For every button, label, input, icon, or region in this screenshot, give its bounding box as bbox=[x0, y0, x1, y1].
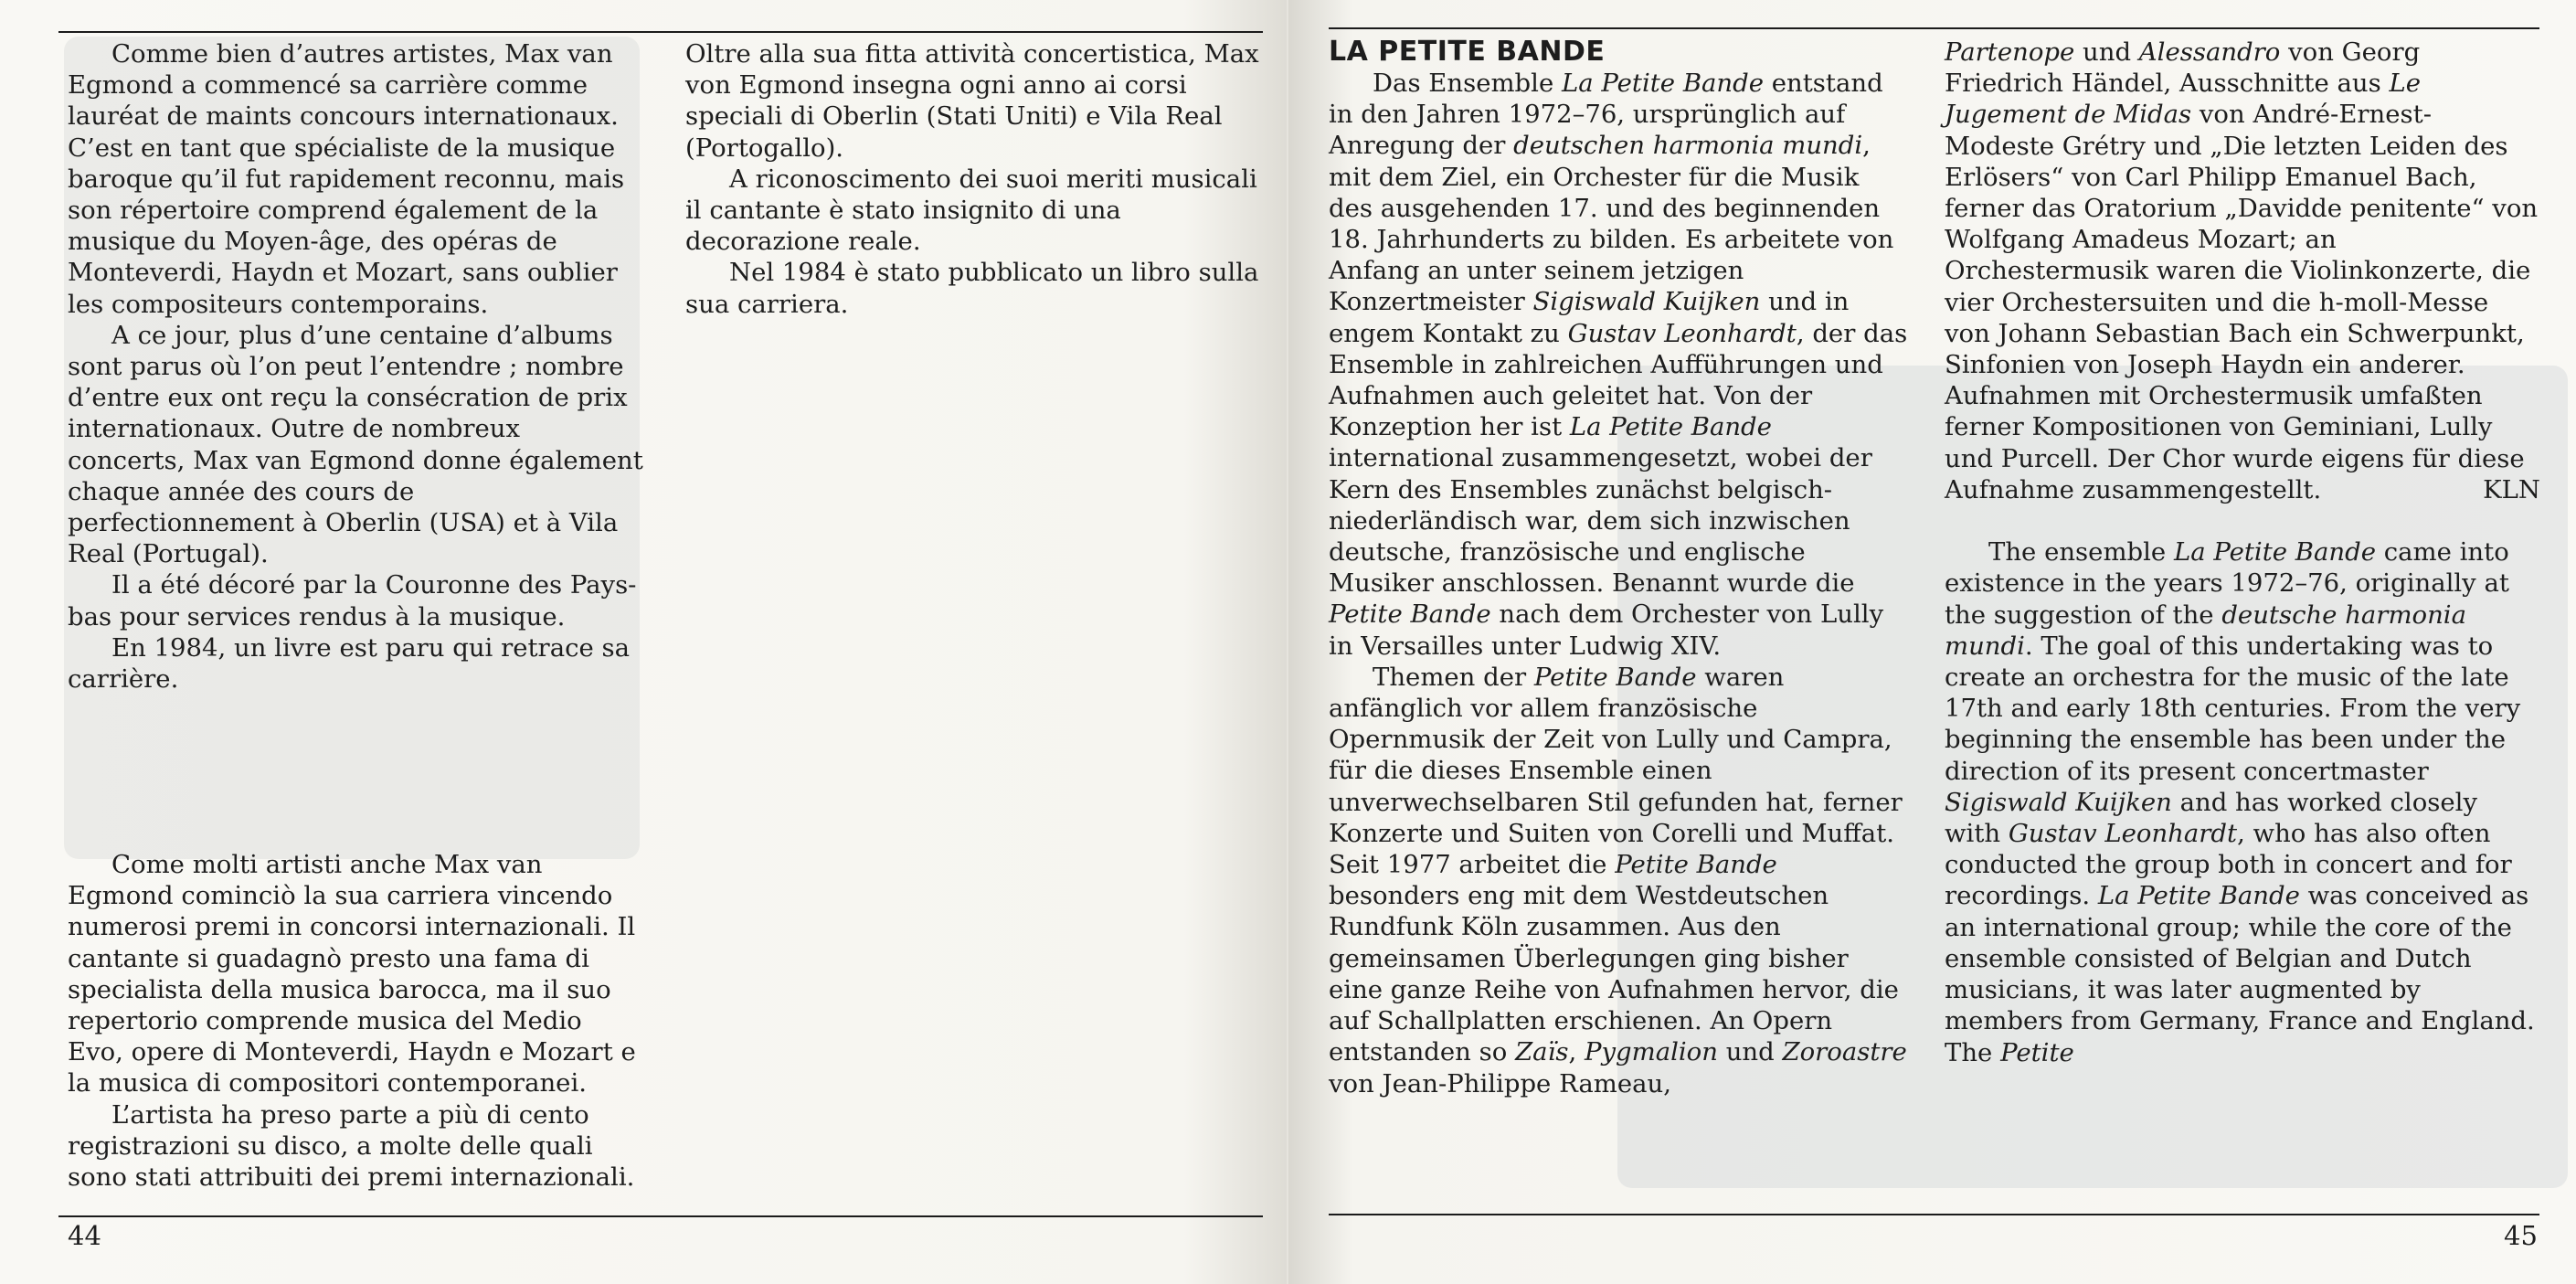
italian-paragraph: A riconoscimento dei suoi meriti musicali il cantante è stato insignito di una decorazione reale. bbox=[685, 164, 1257, 257]
german-paragraph: Partenope und Alessandro von Georg Friedrich Händel, Ausschnitte aus Le Jugement de Midas von André-Ernest-Modeste Grétry und „Die letzten Leiden des Erlösers“ von Carl Philipp Emanuel Bach, ferner das Oratorium „Davidde penitente“ von Wolfgang Amadeus Mozart; an Orchestermusik waren die Violinkonzerte, die vier Orchestersuiten und die h-moll-Messe von Johann Sebastian Bach ein Schwerpunkt, Sinfonien von Joseph Haydn ein anderer. Aufnahmen mit Orchestermusik umfaßten ferner Kompositionen von Geminiani, Lully und Purcell. Der Chor wurde eigens für diese Aufnahme zusammengestellt. bbox=[1945, 37, 2539, 504]
page-number-right: 45 bbox=[2504, 1220, 2538, 1251]
author-signature: KLN bbox=[2483, 475, 2540, 505]
italian-paragraph: Come molti artisti anche Max van Egmond cominciò la sua carriera vincendo numerosi premi in concorsi internazionali. Il cantante si guadagnò presto una fama di specialista della musica barocca, ma il suo repertorio comprende musica del Medio Evo, opere di Monteverdi, Haydn e Mozart e la musica di compositori contemporanei. bbox=[68, 850, 636, 1098]
german-english-column bbox=[1945, 37, 2540, 1068]
german-paragraph: Das Ensemble La Petite Bande entstand in den Jahren 1972–76, ursprünglich auf Anregung der deutschen harmonia mundi, mit dem Ziel, ein Orchester für die Musik des ausgehenden 17. und des beginnenden 18. Jahrhunderts zu bilden. Es arbeitete von Anfang an unter seinem jetzigen Konzertmeister Sigiswald Kuijken und in engem Kontakt zu Gustav Leonhardt, der das Ensemble in zahlreichen Aufführungen und Aufnahmen auch geleitet hat. Von der Konzeption her ist La Petite Bande international zusammengesetzt, wobei der Kern des Ensembles zunächst belgisch-niederländisch war, dem sich inzwischen deutsche, französische und englische Musiker anschlossen. Benannt wurde die Petite Bande nach dem Orchester von Lully in Versailles unter Ludwig XIV. bbox=[1329, 69, 1908, 661]
page-number-left: 44 bbox=[68, 1220, 101, 1251]
french-paragraph: Comme bien d’autres artistes, Max van Egmond a commencé sa carrière comme lauréat de maints concours internationaux. C’est en tant que spécialiste de la musique baroque qu’il fut rapidement reconnu, mais son répertoire comprend également de la musique du Moyen-âge, des opéras de Monteverdi, Haydn et Mozart, sans oublier les compositeurs contemporains. bbox=[68, 39, 625, 319]
top-rule-left bbox=[58, 31, 1263, 33]
top-rule-right bbox=[1329, 27, 2539, 29]
french-column bbox=[68, 38, 643, 695]
paragraph-gap bbox=[1945, 505, 2540, 536]
english-paragraph: The ensemble La Petite Bande came into existence in the years 1972–76, originally at the suggestion of the deutsche harmonia mundi. The goal of this undertaking was to create an orchestra for the music of the late 17th and early 18th centuries. From the very beginning the ensemble has been under the direction of its present concertmaster Sigiswald Kuijken and has worked closely with Gustav Leonhardt, who has also often conducted the group both in concert and for recordings. La Petite Bande was conceived as an international group; while the core of the ensemble consisted of Belgian and Dutch musicians, it was later augmented by members from Germany, France and England. The Petite bbox=[1945, 537, 2535, 1067]
german-paragraph: Themen der Petite Bande waren anfänglich vor allem französische Opernmusik der Zeit von Lully und Campra, für die dieses Ensemble einen unverwechselbaren Stil gefunden hat, ferner Konzerte und Suiten von Corelli und Muffat. Seit 1977 arbeitet die Petite Bande besonders eng mit dem Westdeutschen Rundfunk Köln zusammen. Aus den gemeinsamen Überlegungen ging bisher eine ganze Reihe von Aufnahmen hervor, die auf Schallplatten erschienen. An Opern entstanden so Zaïs, Pygmalion und Zoroastre von Jean-Philippe Rameau, bbox=[1329, 662, 1907, 1098]
french-paragraph: A ce jour, plus d’une centaine d’albums sont parus où l’on peut l’entendre ; nombre d’entre eux ont reçu la consécration de prix internationaux. Outre de nombreux concerts, Max van Egmond donne également chaque année des cours de perfectionnement à Oberlin (USA) et à Vila Real (Portugal). bbox=[68, 320, 643, 569]
german-column bbox=[1329, 37, 1910, 1099]
italian-paragraph: L’artista ha preso parte a più di cento registrazioni su disco, a molte delle quali sono stati attribuiti dei premi internazionali. bbox=[68, 1099, 635, 1193]
italian-paragraph: Oltre alla sua fitta attività concertistica, Max von Egmond insegna ogni anno ai corsi speciali di Oberlin (Stati Uniti) e Vila Real (Portogallo). bbox=[685, 39, 1259, 163]
italian-column-b bbox=[685, 38, 1263, 320]
french-paragraph: En 1984, un livre est paru qui retrace sa carrière. bbox=[68, 632, 631, 695]
left-page bbox=[0, 0, 1287, 1284]
italian-paragraph: Nel 1984 è stato pubblicato un libro sulla sua carriera. bbox=[685, 258, 1259, 319]
section-heading: LA PETITE BANDE bbox=[1329, 36, 1606, 68]
bottom-rule-left bbox=[58, 1215, 1263, 1217]
italian-column-a bbox=[68, 849, 643, 1193]
french-paragraph: Il a été décoré par la Couronne des Pays-bas pour services rendus à la musique. bbox=[68, 570, 637, 631]
bottom-rule-right bbox=[1329, 1214, 2539, 1215]
right-page bbox=[1288, 0, 2576, 1284]
